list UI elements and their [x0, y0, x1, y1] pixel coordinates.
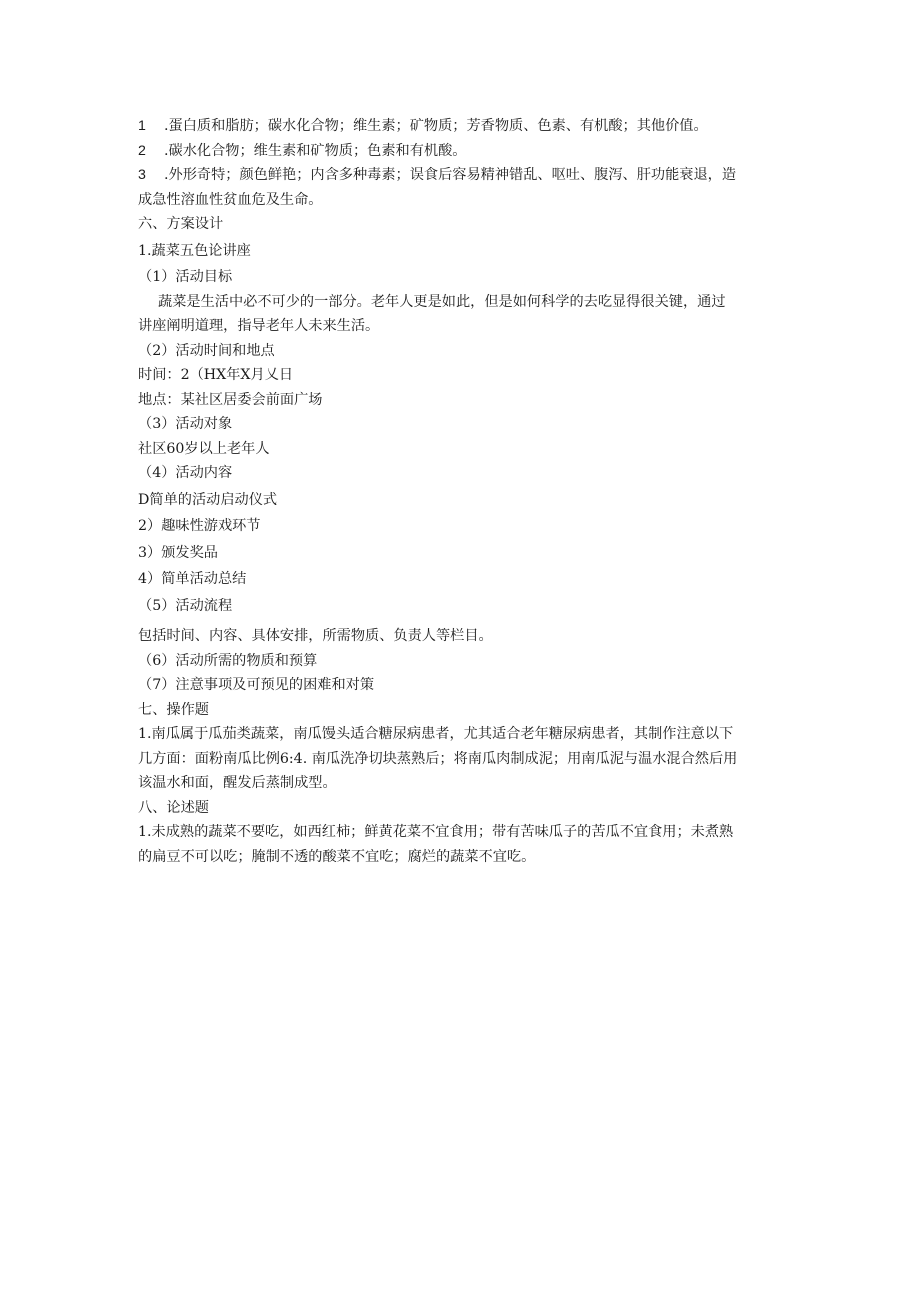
section-heading-7: 七、操作题	[138, 701, 209, 718]
answer-item-text: .碳水化合物；维生素和矿物质；色素和有机酸。	[164, 142, 467, 159]
goal-heading: （1）活动目标	[138, 269, 233, 285]
flow-heading: （5）活动流程	[138, 597, 233, 614]
content-item: 4）简单活动总结	[138, 571, 247, 587]
content-item: 2）趣味性游戏环节	[138, 518, 261, 534]
answer-item-text-continued: 成急性溶血性贫血危及生命。	[138, 191, 323, 208]
notes-heading: （7）注意事项及可预见的困难和对策	[138, 677, 375, 693]
answer-item-2	[138, 139, 784, 164]
target-heading: （3）活动对象	[138, 416, 233, 432]
answer-item-number: 1	[138, 118, 146, 134]
essay-text-line-1: 1.未成熟的蔬菜不要吃，如西红柿；鲜黄花菜不宜食用；带有苦味瓜子的苦瓜不宜食用；未煮熟	[138, 824, 734, 840]
document-page	[138, 114, 784, 869]
answer-item-text: .蛋白质和脂肪；碳水化合物；维生素；矿物质；芳香物质、色素、有机酸；其他价值。	[164, 118, 708, 134]
answer-item-text: .外形奇特；颜色鲜艳；内含多种毒素；误食后容易精神错乱、呕吐、腹泻、肝功能衰退，造	[164, 167, 737, 183]
operation-text-line-3: 该温水和面，醒发后蒸制成型。	[138, 775, 337, 791]
place-text: 地点：某社区居委会前面广场	[138, 391, 323, 408]
answer-item-1	[138, 114, 784, 139]
answer-item-number: 3	[138, 167, 146, 183]
operation-text-line-2: 几方面：面粉南瓜比例6:4. 南瓜洗净切块蒸熟后；将南瓜肉制成泥；用南瓜泥与温水混合然后用	[138, 750, 738, 767]
time-text: 时间：2（HX年X月乂日	[138, 367, 294, 383]
goal-text-line-1: 蔬菜是生活中必不可少的一部分。老年人更是如此，但是如何科学的去吃显得很关键，通过	[158, 293, 726, 310]
answer-item-number: 2	[138, 142, 146, 159]
section-heading-6: 六、方案设计	[138, 216, 224, 232]
content-item: D简单的活动启动仪式	[138, 491, 278, 508]
flow-text: 包括时间、内容、具体安排，所需物质、负责人等栏目。	[138, 628, 493, 644]
content-heading: （4）活动内容	[138, 465, 233, 481]
answer-item-3	[138, 163, 784, 212]
content-item: 3）颁发奖品	[138, 544, 218, 561]
subsection-title: 1.蔬菜五色论讲座	[138, 242, 251, 259]
budget-heading: （6）活动所需的物质和预算	[138, 652, 318, 669]
goal-text-line-2: 讲座阐明道理，指导老年人未来生活。	[138, 318, 380, 334]
operation-text-line-1: 1.南瓜属于瓜茄类蔬菜，南瓜馒头适合糖尿病患者，尤其适合老年糖尿病患者，其制作注意以下	[138, 726, 734, 742]
essay-text-line-2: 的扁豆不可以吃；腌制不透的酸菜不宜吃；腐烂的蔬菜不宜吃。	[138, 848, 536, 865]
target-text: 社区60岁以上老年人	[138, 440, 270, 457]
section-heading-8: 八、论述题	[138, 799, 209, 816]
time-place-heading: （2）活动时间和地点	[138, 342, 275, 359]
